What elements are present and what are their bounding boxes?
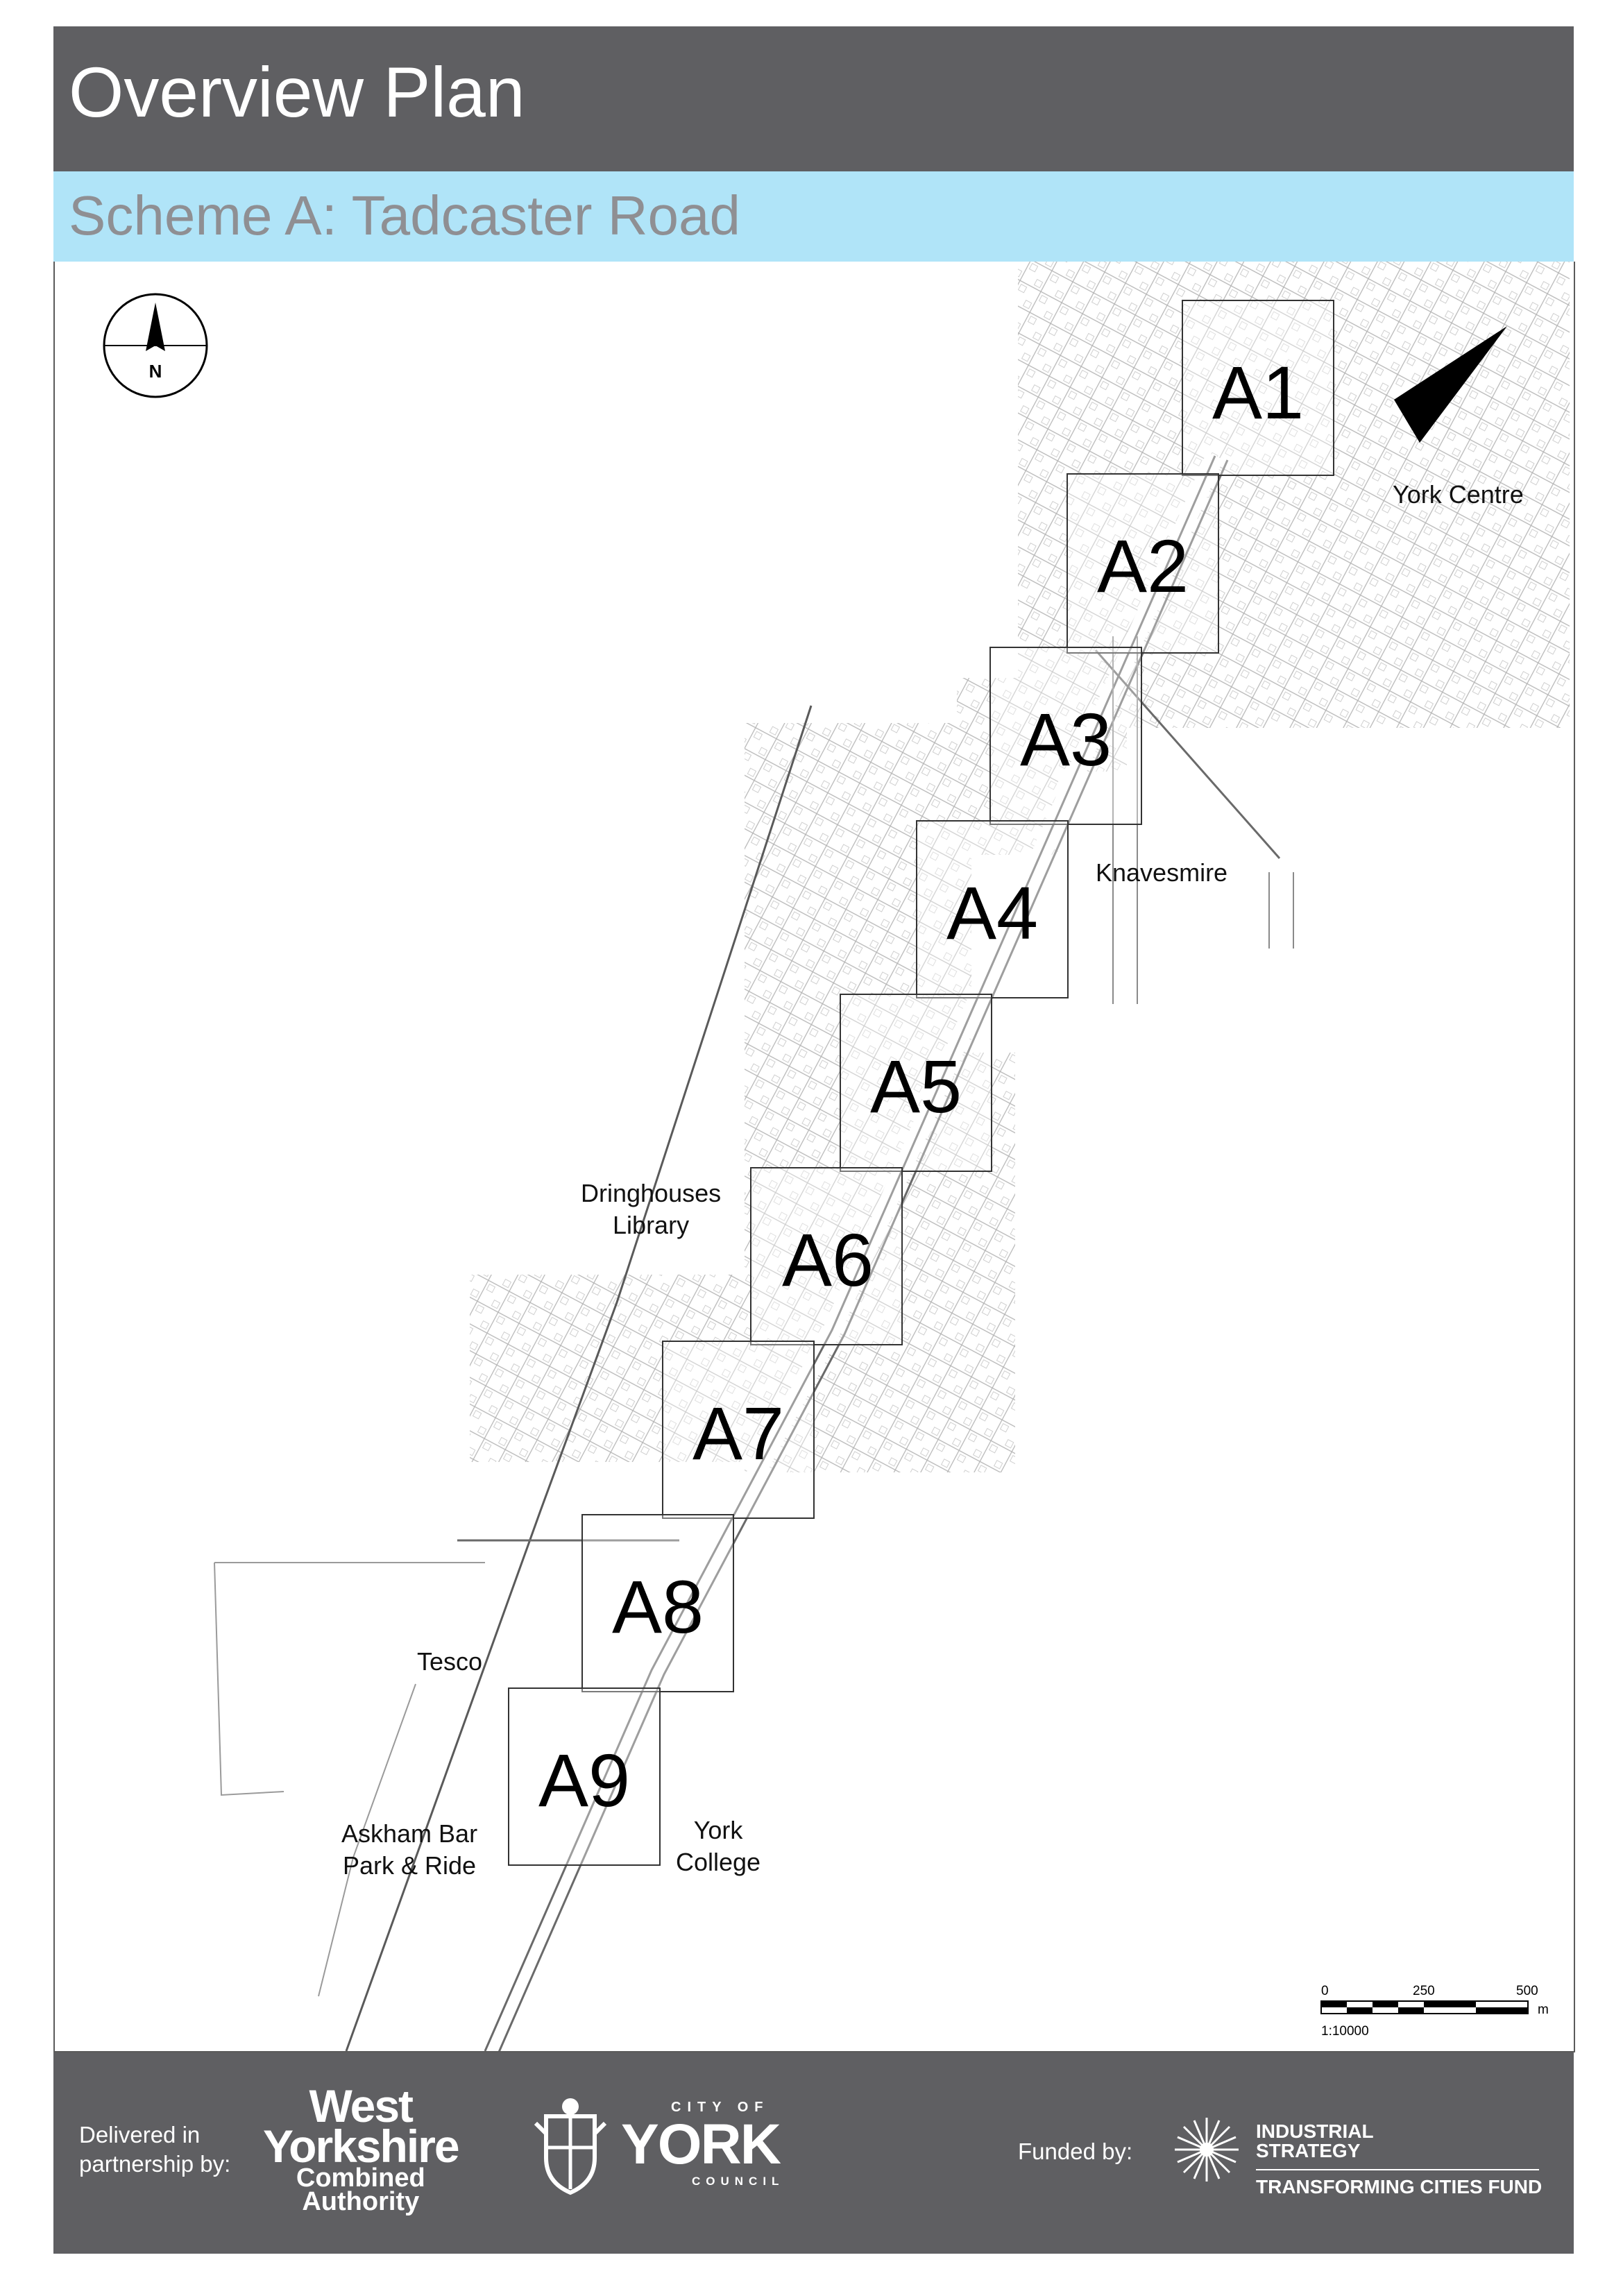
- label-york: York: [693, 1816, 743, 1844]
- footer: [53, 2052, 1574, 2254]
- subtitle-bar: [53, 171, 1574, 262]
- section-label-a2: A2: [1096, 524, 1189, 608]
- industrial-strategy-logo: [1256, 2122, 1542, 2197]
- label-york-college: [676, 1814, 760, 1878]
- wy-logo-line-3: Combined: [296, 2163, 425, 2193]
- its-line-1: INDUSTRIAL: [1256, 2120, 1374, 2142]
- west-yorkshire-logo: [263, 2080, 459, 2216]
- page-subtitle: Scheme A: Tadcaster Road: [69, 185, 740, 246]
- label-tesco: Tesco: [417, 1647, 483, 1676]
- wy-logo-line-4: Authority: [302, 2187, 420, 2216]
- north-label: N: [148, 361, 162, 382]
- section-label-a8: A8: [611, 1565, 704, 1649]
- page-title: Overview Plan: [69, 53, 525, 132]
- wy-logo-line-2: Yorkshire: [263, 2120, 459, 2172]
- scale-tick-500: 500: [1516, 1984, 1538, 1998]
- section-label-a5: A5: [869, 1044, 962, 1128]
- section-label-a7: A7: [692, 1391, 785, 1475]
- york-crest-icon: [532, 2095, 609, 2200]
- section-label-a4: A4: [946, 871, 1039, 955]
- label-knavesmire: Knavesmire: [1096, 858, 1228, 887]
- scale-unit: m: [1538, 2002, 1549, 2017]
- label-askham-bar-park-ride: [341, 1818, 477, 1882]
- section-label-a1: A1: [1212, 350, 1305, 434]
- label-dringhouses-library: [581, 1177, 721, 1241]
- title-bar: [53, 26, 1574, 171]
- label-college: College: [676, 1848, 761, 1876]
- label-dringhouses: Dringhouses: [581, 1179, 722, 1207]
- label-library: Library: [613, 1211, 690, 1239]
- north-arrow: [104, 294, 207, 397]
- its-line-2: STRATEGY: [1256, 2140, 1361, 2161]
- delivered-line-2: partnership by:: [79, 2151, 231, 2177]
- label-york-centre: York Centre: [1393, 480, 1524, 509]
- map-canvas: [55, 262, 1574, 2051]
- scale-tick-0: 0: [1321, 1984, 1329, 1998]
- section-label-a6: A6: [781, 1218, 874, 1302]
- its-divider: [1256, 2169, 1539, 2170]
- york-council: COUNCIL: [692, 2175, 785, 2188]
- scale-tick-250: 250: [1413, 1984, 1435, 1998]
- its-line-3: TRANSFORMING CITIES FUND: [1256, 2176, 1543, 2197]
- york-wordmark: YORK: [621, 2113, 780, 2176]
- section-label-a3: A3: [1019, 697, 1112, 781]
- section-label-a9: A9: [538, 1738, 631, 1822]
- starburst-icon: [1172, 2115, 1241, 2184]
- funded-by-text: Funded by:: [1018, 2138, 1133, 2164]
- delivered-line-1: Delivered in: [79, 2122, 201, 2148]
- map-frame: [53, 262, 1575, 2052]
- label-park-ride: Park & Ride: [343, 1851, 477, 1880]
- scale-ratio: 1:10000: [1321, 2024, 1369, 2039]
- york-city-of: CITY OF: [671, 2100, 770, 2115]
- delivered-in-text: [79, 2120, 230, 2179]
- wy-logo-line-1: West: [309, 2080, 413, 2132]
- scale-bar: [1321, 1984, 1549, 2039]
- label-askham-bar: Askham Bar: [341, 1819, 478, 1848]
